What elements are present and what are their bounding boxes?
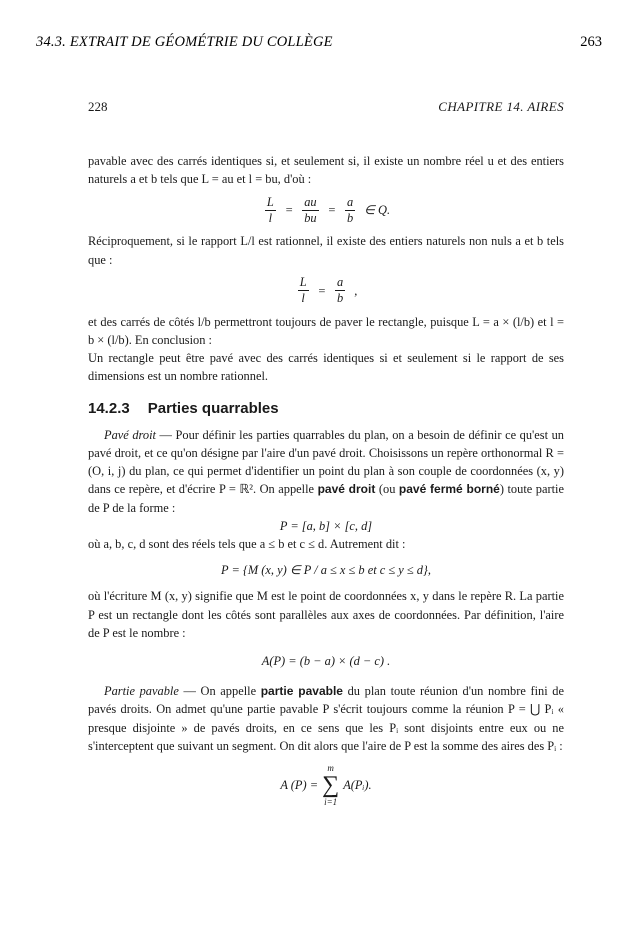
paragraph-3: et des carrés de côtés l/b permettront toujours de paver le rectangle, puisque L = a × (l/b) et l = b × (l/b). En conclusion : (88, 314, 564, 348)
section-number: 14.2.3 (88, 399, 130, 417)
paragraph-5: où l'écriture M (x, y) signifie que M est le point de coordonnées x, y dans le repère R. La partie P est un rectangle dont les côtés sont parallèles aux axes de coordonnées. Par définition, l'aire de P est le nombre : (88, 589, 564, 640)
inner-page-header (88, 98, 564, 118)
chapter-title: CHAPITRE 14. AIRES (438, 99, 564, 114)
equation-1: $\frac{L}{l}$ = $\frac{au}{bu}$ = $\frac{a}{b}$ ∈ Q. (266, 194, 391, 225)
paragraph-1: pavable avec des carrés identiques si, et seulement si, il existe un nombre réel u et des entiers naturels a et b tels que L = au et l = bu, d'où : (88, 154, 564, 187)
section-title: Parties quarrables (147, 399, 279, 417)
paragraph-pave-droit: Pavé droit — Pour définir les parties quarrables du plan, on a besoin de définir ce qu'est un pavé droit, et ce qu'on désigne par l'aire d'un pavé droit. Choisissons un repère orthonormal R = (O, i, j) du plan, ce qui permet d'identifier un point du plan à son couple de coordonnées (x, y) dans ce repère, et d'écrire P = ℝ². On appelle pavé droit (ou pavé fermé borné) toute partie de P de la forme : (88, 427, 565, 515)
scanned-page (88, 98, 564, 904)
conclusion-statement: Un rectangle peut être pavé avec des carrés identiques si et seulement si le rapport de ses dimensions est un nombre rationnel. (88, 351, 564, 384)
sum-symbol: m ∑ i=1 (322, 763, 340, 808)
equation-6: A (P) = m ∑ i=1 A(Pᵢ). (280, 763, 372, 808)
paragraph-4: où a, b, c, d sont des réels tels que a ≤ b et c ≤ d. Autrement dit : (88, 537, 406, 552)
paragraph-2: Réciproquement, si le rapport L/l est rationnel, il existe des entiers naturels non nuls a et b tels que : (88, 234, 564, 267)
equation-4: P = {M (x, y) ∈ P / a ≤ x ≤ b et c ≤ y ≤ d}, (221, 563, 431, 578)
fraction: $\frac{a}{b}$ (336, 275, 344, 306)
fraction: $\frac{a}{b}$ (346, 194, 354, 225)
outer-page-header (36, 34, 602, 52)
fraction: $\frac{L}{l}$ (266, 194, 274, 225)
fraction: $\frac{au}{bu}$ (304, 194, 317, 225)
equation-3: P = [a, b] × [c, d] (279, 518, 373, 533)
equation-5: A(P) = (b − a) × (d − c) . (261, 654, 391, 669)
section-heading (88, 400, 564, 418)
inner-page-number: 228 (88, 99, 108, 114)
fraction: $\frac{L}{l}$ (299, 275, 307, 306)
paragraph-partie-pavable: Partie pavable — On appelle partie pavable du plan toute réunion d'un nombre fini de pavés droits. On admet qu'une partie pavable P s'écrit toujours comme la réunion P = ⋃ Pᵢ « presque disjointe » de pavés droits, en ce sens que les Pᵢ sont disjoints entre eux ou ne s'interceptent que suivant un segment. On dit alors que l'aire de P est la somme des aires des Pᵢ : (88, 684, 565, 753)
outer-page-number: 263 (580, 34, 602, 50)
outer-section-title: 34.3. EXTRAIT DE GÉOMÉTRIE DU COLLÈGE (36, 34, 333, 50)
equation-2: $\frac{L}{l}$ = $\frac{a}{b}$ , (299, 275, 358, 306)
